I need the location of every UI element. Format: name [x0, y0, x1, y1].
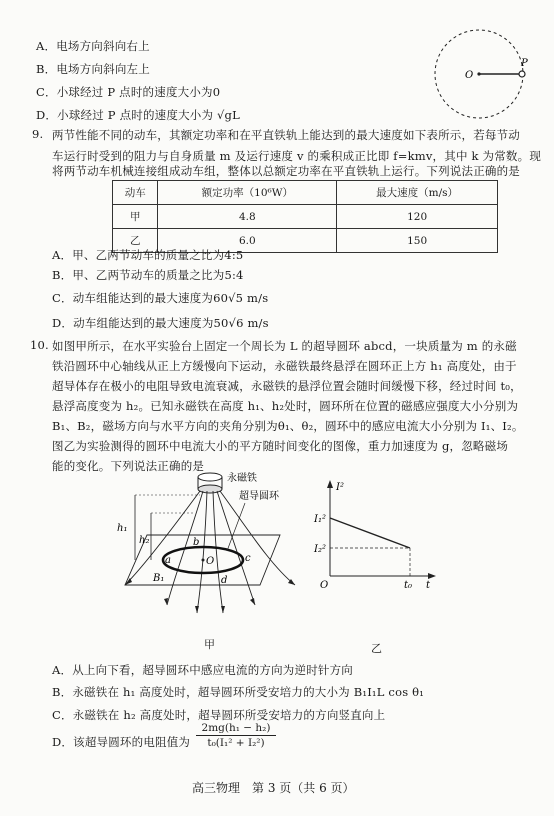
- q9-stem-line: 将两节动车机械连接组成动车组，整体以总额定功率在平直铁轨上运行。下列说法正确的是: [52, 164, 520, 178]
- i1-squared-label: I₁²: [314, 514, 326, 525]
- figure-jia-caption: 甲: [204, 638, 215, 651]
- option-d-fraction: [196, 722, 276, 749]
- q10-stem-line: 悬浮高度变为 h₂。已知永磁铁在高度 h₁、h₂处时，圆环所在位置的磁感应强度大小分别为: [52, 399, 519, 413]
- q10-stem-line: 图乙为实验测得的圆环中电流大小的平方随时间变化的图像，重力加速度为 g，忽略磁场: [52, 439, 509, 453]
- q8-option-a: A．电场方向斜向右上: [36, 39, 150, 53]
- table-header: 最大速度（m/s）: [337, 181, 498, 205]
- ring-label: 超导圆环: [239, 491, 279, 502]
- figure-jia-magnet-ring: [105, 465, 315, 625]
- q8-option-c: C．小球经过 P 点时的速度大小为0: [36, 85, 221, 99]
- fraction-numerator: 2mg(h₁ − h₂): [196, 722, 276, 736]
- magnet-label: 永磁铁: [227, 473, 257, 484]
- table-cell: 4.8: [158, 205, 337, 229]
- q8-p-label: P: [521, 58, 528, 69]
- table-row: [113, 205, 498, 229]
- table-cell: 甲: [113, 205, 158, 229]
- q9-number: 9.: [32, 127, 44, 141]
- h2-label: h₂: [139, 535, 150, 546]
- point-b-label: b: [193, 537, 200, 548]
- q9-option-b: B．甲、乙两节动车的质量之比为5:4: [52, 268, 244, 282]
- table-header: 动车: [113, 181, 158, 205]
- q10-stem-line: 超导体存在极小的电阻导致电流衰减，永磁铁的悬浮位置会随时间缓慢下移，经过时间 t₀，: [52, 379, 522, 393]
- table-header: 额定功率（10⁶W）: [158, 181, 337, 205]
- q9-stem-line: 两节性能不同的动车，其额定功率和在平直铁轨上能达到的最大速度如下表所示，若每节动: [52, 128, 520, 142]
- q9-option-d: D．动车组能达到的最大速度为50√6 m/s: [52, 316, 269, 330]
- q9-option-a: A．甲、乙两节动车的质量之比为4:5: [52, 248, 244, 262]
- q10-stem-line: B₁、B₂，磁场方向与水平方向的夹角分别为θ₁、θ₂，圆环中的感应电流大小分别为 I₁、I₂。: [52, 419, 524, 433]
- table-cell: 120: [337, 205, 498, 229]
- table-cell: 乙: [113, 229, 158, 253]
- q9-stem-line: 车运行时受到的阻力与自身质量 m 及运行速度 v 的乘积成正比即 f=kmv，其中 k 为常数。现: [52, 149, 542, 163]
- h1-label: h₁: [117, 523, 128, 534]
- q8-o-label: O: [465, 70, 474, 81]
- table-cell: 150: [337, 229, 498, 253]
- q10-number: 10.: [30, 338, 49, 352]
- q10-stem-line: 如图甲所示，在水平实验台上固定一个周长为 L 的超导圆环 abcd，一块质量为 m 的永磁: [52, 339, 517, 353]
- origin-label: O: [320, 580, 329, 591]
- y-axis-label: I²: [336, 482, 344, 493]
- x-axis-label: t: [426, 580, 431, 591]
- q10-option-b: B．永磁铁在 h₁ 高度处时，超导圆环所受安培力的大小为 B₁I₁L cos θ₁: [52, 685, 425, 699]
- fraction-denominator: t₀(I₁² + I₂²): [207, 737, 265, 749]
- q10-stem-line: 铁沿圆环中心轴线从正上方缓慢向下运动，永磁铁最终悬浮在圆环正上方 h₁ 高度处，由于: [52, 359, 517, 373]
- q8-circle-figure: [425, 18, 535, 130]
- q9-spec-table: [112, 180, 498, 253]
- q10-option-c: C．永磁铁在 h₂ 高度处时，超导圆环所受安培力的方向竖直向上: [52, 708, 386, 722]
- figure-yi-caption: 乙: [371, 642, 382, 655]
- q10-stem-line: 能的变化。下列说法正确的是: [52, 459, 205, 473]
- figure-yi-current-graph: [310, 478, 440, 593]
- q9-option-c: C．动车组能达到的最大速度为60√5 m/s: [52, 291, 269, 305]
- b1-label: B₁: [153, 573, 165, 584]
- q10-option-d: D．该超导圆环的电阻值为: [52, 735, 191, 749]
- point-a-label: a: [165, 555, 171, 566]
- page-footer: 高三物理 第 3 页（共 6 页）: [192, 781, 355, 795]
- t0-label: t₀: [404, 580, 413, 591]
- point-d-label: d: [221, 575, 228, 586]
- i2-squared-label: I₂²: [314, 544, 326, 555]
- point-c-label: c: [245, 553, 251, 564]
- center-o-label: O: [206, 556, 215, 567]
- q8-option-b: B．电场方向斜向左上: [36, 62, 150, 76]
- q8-option-d: D．小球经过 P 点时的速度大小为 √gL: [36, 108, 240, 122]
- table-header-row: [113, 181, 498, 205]
- table-cell: 6.0: [158, 229, 337, 253]
- q10-option-a: A．从上向下看，超导圆环中感应电流的方向为逆时针方向: [52, 663, 354, 677]
